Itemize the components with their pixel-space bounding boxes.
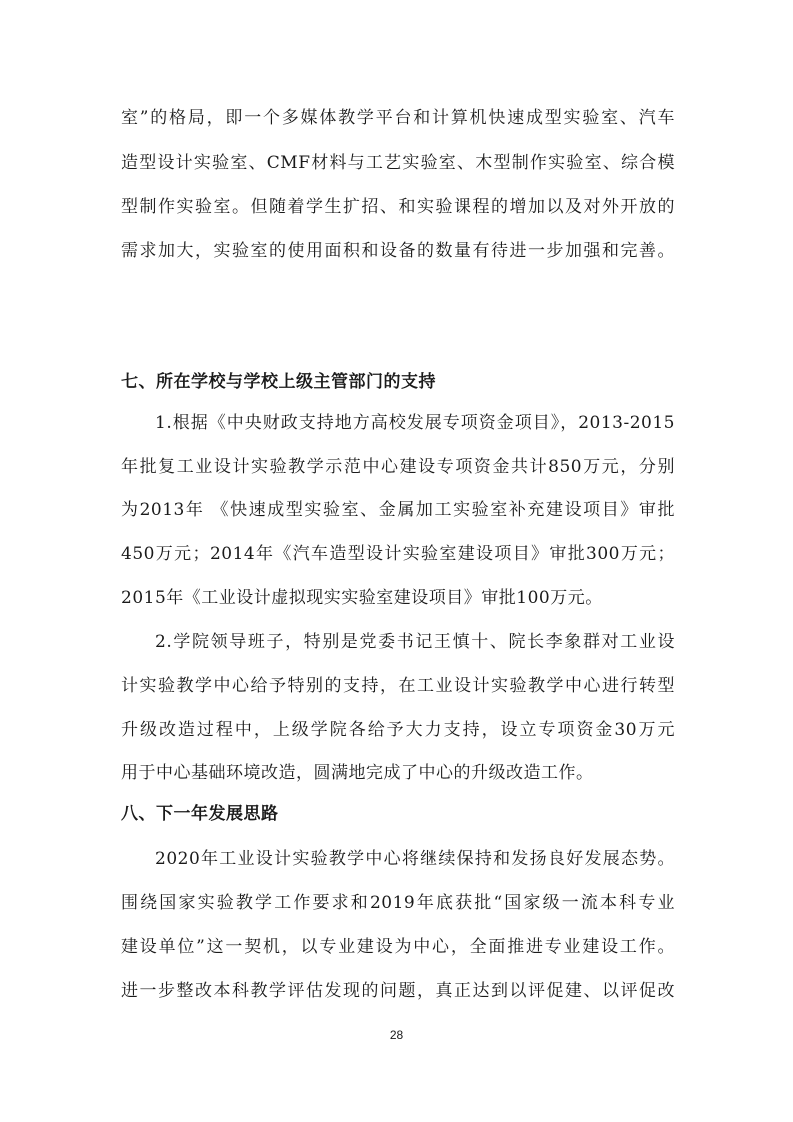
s7-item2-line-3: 升级改造过程中，上级学院各给予大力支持，设立专项资金30万元	[121, 720, 675, 740]
s7-item1-line-3: 为2013年 《快速成型实验室、金属加工实验室补充建设项目》审批	[121, 500, 675, 520]
intro-line-2: 造型设计实验室、CMF材料与工艺实验室、木型制作实验室、综合模	[121, 153, 675, 173]
intro-line-4: 需求加大，实验室的使用面积和设备的数量有待进一步加强和完善。	[121, 241, 675, 261]
intro-line-1: 室”的格局，即一个多媒体教学平台和计算机快速成型实验室、汽车	[121, 108, 675, 128]
s8-line-1: 2020年工业设计实验教学中心将继续保持和发扬良好发展态势。	[155, 849, 675, 869]
s7-item1-line-5: 2015年《工业设计虚拟现实实验室建设项目》审批100万元。	[121, 588, 603, 608]
section-8-heading: 八、下一年发展思路	[121, 804, 279, 824]
s7-item1-line-1: 1.根据《中央财政支持地方高校发展专项资金项目》，2013-2015	[155, 413, 675, 433]
page-number: 28	[389, 1028, 404, 1042]
s8-line-2: 围绕国家实验教学工作要求和2019年底获批“国家级一流本科专业	[121, 893, 675, 913]
s7-item2-line-1: 2.学院领导班子，特别是党委书记王慎十、院长李象群对工业设	[155, 632, 675, 652]
s7-item2-line-4: 用于中心基础环境改造，圆满地完成了中心的升级改造工作。	[121, 763, 594, 783]
s8-line-3: 建设单位”这一契机，以专业建设为中心，全面推进专业建设工作。	[121, 937, 675, 957]
section-7-heading: 七、所在学校与学校上级主管部门的支持	[121, 372, 436, 392]
intro-line-3: 型制作实验室。但随着学生扩招、和实验课程的增加以及对外开放的	[121, 197, 675, 217]
s7-item1-line-2: 年批复工业设计实验教学示范中心建设专项资金共计850万元，分别	[121, 457, 675, 477]
s7-item2-line-2: 计实验教学中心给予特别的支持，在工业设计实验教学中心进行转型	[121, 676, 675, 696]
s7-item1-line-4: 450万元；2014年《汽车造型设计实验室建设项目》审批300万元；	[121, 544, 675, 564]
s8-line-4: 进一步整改本科教学评估发现的问题，真正达到以评促建、以评促改	[121, 981, 675, 1001]
